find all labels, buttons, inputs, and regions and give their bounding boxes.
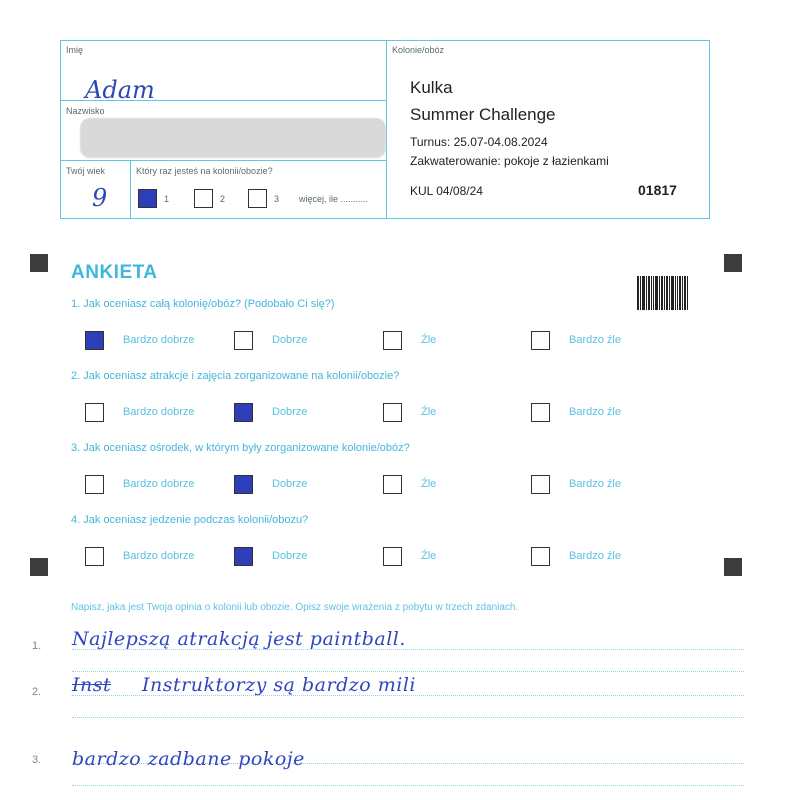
opinion-line-number-1: 1. — [32, 640, 42, 652]
question-2-option-3: Źle — [421, 406, 437, 418]
visit-label-more: więcej, ile ........... — [299, 194, 369, 204]
visit-checkbox-3[interactable] — [248, 189, 267, 208]
label-last-name: Nazwisko — [66, 106, 105, 116]
question-1-checkbox-1[interactable] — [85, 331, 104, 350]
header-divider-age — [130, 160, 131, 219]
visit-label-2: 2 — [220, 194, 226, 204]
question-2-checkbox-2[interactable] — [234, 403, 253, 422]
label-age: Twój wiek — [66, 166, 106, 176]
header-divider-vertical — [386, 40, 387, 219]
camp-name: Kulka — [410, 78, 453, 97]
question-3-option-4: Bardzo źle — [569, 478, 621, 490]
label-camp: Kolonie/obóz — [392, 45, 445, 55]
visit-label-3: 3 — [274, 194, 280, 204]
question-1-option-2: Dobrze — [272, 334, 308, 346]
barcode — [637, 276, 688, 310]
question-1-checkbox-3[interactable] — [383, 331, 402, 350]
visit-checkbox-2[interactable] — [194, 189, 213, 208]
registration-marker-bottom-right — [724, 558, 742, 576]
redacted-last-name — [80, 118, 386, 158]
question-1-checkbox-4[interactable] — [531, 331, 550, 350]
question-2-option-4: Bardzo źle — [569, 406, 621, 418]
opinion-text-2: Instruktorzy są bardzo mili — [142, 674, 416, 696]
opinion-line-number-2: 2. — [32, 686, 42, 698]
label-visit-count: Który raz jesteś na kolonii/obozie? — [136, 166, 273, 176]
question-4-option-3: Źle — [421, 550, 437, 562]
opinion-text-3: bardzo zadbane pokoje — [72, 748, 305, 770]
camp-turnus: Turnus: 25.07-04.08.2024 — [410, 135, 548, 149]
question-2-text: 2. Jak oceniasz atrakcje i zajęcia zorganizowane na kolonii/obozie? — [71, 370, 400, 382]
registration-marker-top-right — [724, 254, 742, 272]
question-2-checkbox-4[interactable] — [531, 403, 550, 422]
question-1-option-3: Źle — [421, 334, 437, 346]
opinion-line-number-3: 3. — [32, 754, 42, 766]
opinion-dotted-line-3b — [72, 784, 744, 786]
camp-accommodation: Zakwaterowanie: pokoje z łazienkami — [410, 154, 609, 168]
question-3-checkbox-2[interactable] — [234, 475, 253, 494]
question-4-option-1: Bardzo dobrze — [123, 550, 195, 562]
question-2-checkbox-1[interactable] — [85, 403, 104, 422]
question-4-checkbox-4[interactable] — [531, 547, 550, 566]
camp-code: KUL 04/08/24 — [410, 184, 483, 198]
camp-program: Summer Challenge — [410, 105, 556, 124]
registration-marker-bottom-left — [30, 558, 48, 576]
question-1-checkbox-2[interactable] — [234, 331, 253, 350]
visit-label-1: 1 — [164, 194, 170, 204]
question-4-checkbox-1[interactable] — [85, 547, 104, 566]
question-3-checkbox-1[interactable] — [85, 475, 104, 494]
opinion-text-1: Najlepszą atrakcją jest paintball. — [72, 628, 406, 650]
question-3-option-2: Dobrze — [272, 478, 308, 490]
opinion-prompt: Napisz, jaka jest Twoja opinia o kolonii lub obozie. Opisz swoje wrażenia z pobytu w trzech zdaniach. — [71, 602, 519, 613]
opinion-dotted-line-1b — [72, 670, 744, 672]
question-4-text: 4. Jak oceniasz jedzenie podczas kolonii/obozu? — [71, 514, 309, 526]
question-3-checkbox-3[interactable] — [383, 475, 402, 494]
question-2-option-2: Dobrze — [272, 406, 308, 418]
question-3-option-1: Bardzo dobrze — [123, 478, 195, 490]
first-name-value: Adam — [85, 76, 155, 104]
visit-checkbox-1[interactable] — [138, 189, 157, 208]
form-number: 01817 — [638, 182, 677, 198]
opinion-dotted-line-2b — [72, 716, 744, 718]
label-first-name: Imię — [66, 45, 84, 55]
registration-marker-top-left — [30, 254, 48, 272]
question-1-text: 1. Jak oceniasz całą kolonię/obóz? (Podobało Ci się?) — [71, 298, 335, 310]
survey-title: ANKIETA — [71, 262, 158, 283]
age-value: 9 — [92, 184, 108, 212]
question-1-option-1: Bardzo dobrze — [123, 334, 195, 346]
question-3-text: 3. Jak oceniasz ośrodek, w którym były zorganizowane kolonie/obóz? — [71, 442, 410, 454]
question-2-checkbox-3[interactable] — [383, 403, 402, 422]
question-4-checkbox-3[interactable] — [383, 547, 402, 566]
question-2-option-1: Bardzo dobrze — [123, 406, 195, 418]
question-3-checkbox-4[interactable] — [531, 475, 550, 494]
question-4-option-2: Dobrze — [272, 550, 308, 562]
opinion-crossed-word: Inst — [72, 674, 112, 696]
header-divider-2 — [60, 160, 386, 161]
question-4-option-4: Bardzo źle — [569, 550, 621, 562]
question-1-option-4: Bardzo źle — [569, 334, 621, 346]
question-4-checkbox-2[interactable] — [234, 547, 253, 566]
question-3-option-3: Źle — [421, 478, 437, 490]
